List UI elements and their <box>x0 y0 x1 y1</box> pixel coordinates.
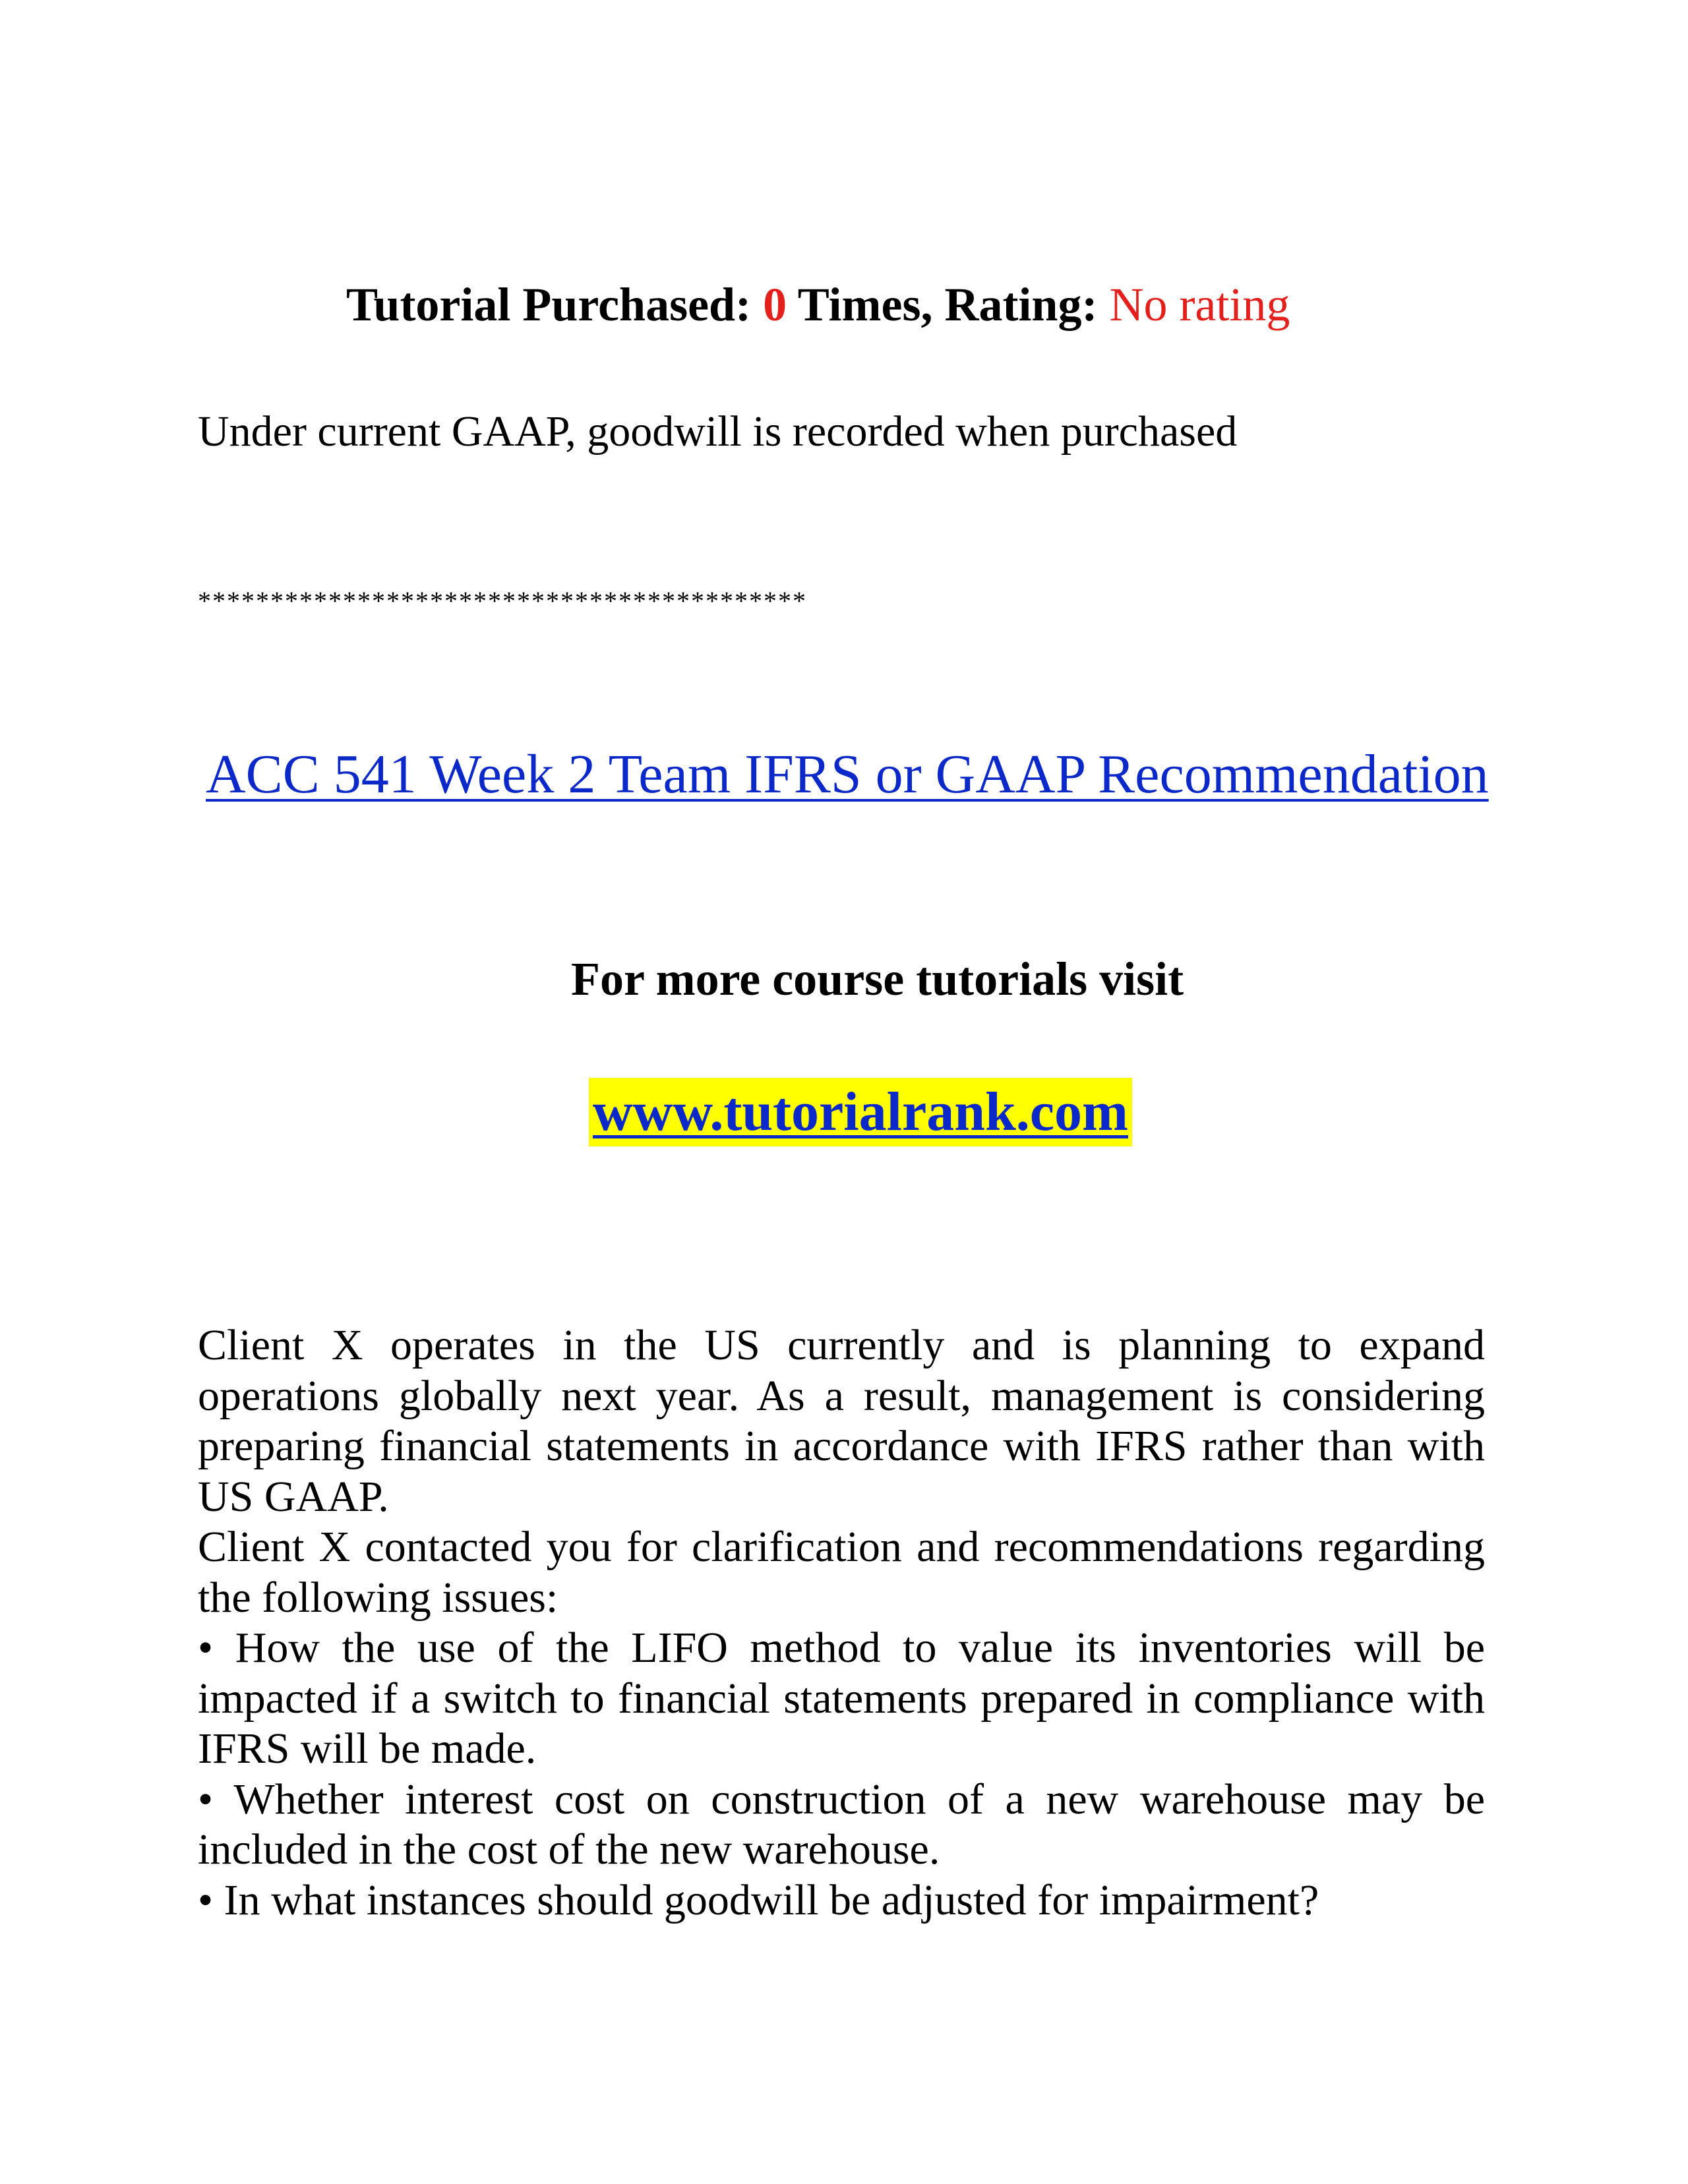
site-url-link[interactable]: www.tutorialrank.com <box>589 1078 1132 1146</box>
intro-text: Under current GAAP, goodwill is recorded when purchased <box>198 407 1238 456</box>
description-body <box>198 1320 1485 1926</box>
bullet-item-interest-cost: • Whether interest cost on construction of a new warehouse may be included in the cost of the new warehouse. <box>198 1775 1485 1874</box>
rating-value: No rating <box>1109 278 1290 331</box>
course-title-link[interactable]: ACC 541 Week 2 Team IFRS or GAAP Recommendation <box>206 744 1489 805</box>
bullet-item-lifo: • How the use of the LIFO method to value its inventories will be impacted if a switch to financial statements prepared in compliance with IFRS will be made. <box>198 1624 1485 1773</box>
visit-label: For more course tutorials visit <box>571 953 1184 1005</box>
times-rating-label: Times, Rating: <box>787 278 1110 331</box>
description-paragraph: Client X contacted you for clarification and recommendations regarding the following issues: <box>198 1523 1485 1622</box>
purchased-label: Tutorial Purchased: <box>346 278 764 331</box>
purchased-count: 0 <box>763 278 787 331</box>
description-paragraph: Client X operates in the US currently and is planning to expand operations globally next year. As a result, management is considering preparing financial statements in accordance with IFRS rather than with US GAAP. <box>198 1321 1485 1521</box>
bullet-item-goodwill: • In what instances should goodwill be adjusted for impairment? <box>198 1875 1319 1924</box>
separator-line: ****************************************** <box>198 586 807 616</box>
